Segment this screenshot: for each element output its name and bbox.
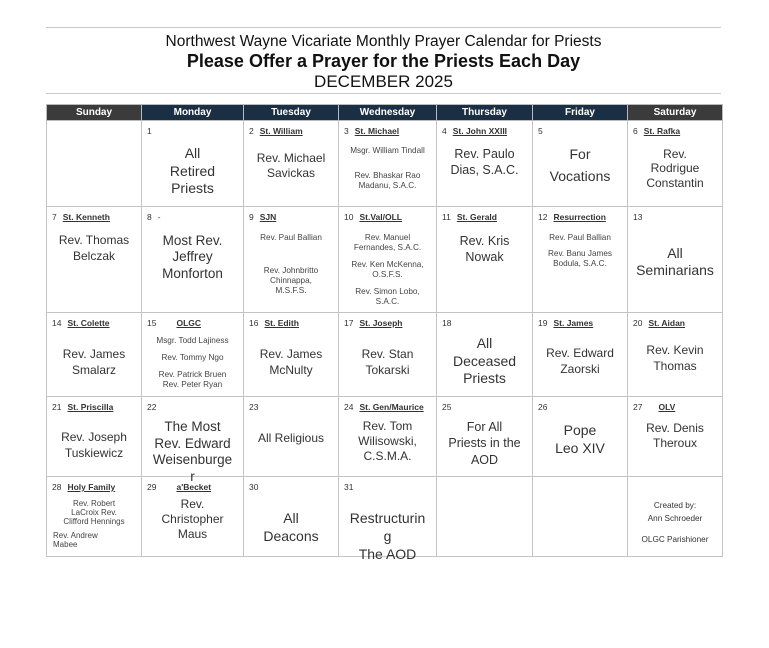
- day-cell-dec-9: [244, 207, 339, 313]
- priest-name: Msgr. William Tindall: [350, 146, 425, 155]
- day-number: 9: [249, 212, 254, 222]
- day-number: 26: [538, 402, 548, 412]
- priest-name: Rev. Rodrigue Constantin: [646, 147, 704, 190]
- priest-name: Msgr. Todd Lajiness: [156, 336, 229, 345]
- day-number: 17: [344, 318, 354, 328]
- priest-name: Rev. Joseph Tuskiewicz: [61, 430, 127, 460]
- day-cell-dec-1: [142, 121, 244, 207]
- priest-name: Rev. Kevin Thomas: [646, 343, 704, 373]
- weekday-tuesday: Tuesday: [244, 105, 339, 121]
- priest-name: Rev. Tom Wilisowski, C.S.M.A.: [358, 419, 417, 463]
- day-number: 1: [147, 126, 152, 136]
- day-cell-dec-14: [47, 313, 142, 397]
- day-cell-empty: [437, 477, 533, 557]
- day-cell-dec-25: [437, 397, 533, 477]
- day-cell-dec-7: [47, 207, 142, 313]
- day-number: 7: [52, 212, 57, 222]
- credit-author: Ann Schroeder: [647, 514, 703, 523]
- day-cell-dec-4: [437, 121, 533, 207]
- priest-name: Rev. Robert LaCroix Rev. Clifford Hennings: [63, 499, 125, 527]
- parish-name: St. Aidan: [648, 318, 685, 328]
- day-number: 31: [344, 482, 354, 492]
- day-number: 24: [344, 402, 354, 412]
- day-cell-dec-17: [339, 313, 437, 397]
- day-number: 19: [538, 318, 548, 328]
- day-cell-dec-13: [628, 207, 723, 313]
- day-number: 2: [249, 126, 254, 136]
- day-cell-dec-2: [244, 121, 339, 207]
- day-cell-dec-19: [533, 313, 628, 397]
- week-row: [47, 397, 723, 477]
- day-number: 25: [442, 402, 452, 412]
- day-cell-dec-5: [533, 121, 628, 207]
- day-number: 5: [538, 126, 543, 136]
- day-cell-dec-27: [628, 397, 723, 477]
- prayer-intention: All Retired Priests: [169, 145, 216, 196]
- week-row: [47, 313, 723, 397]
- day-number: 29: [147, 482, 157, 492]
- weekday-saturday: Saturday: [628, 105, 723, 121]
- day-number: 16: [249, 318, 259, 328]
- day-cell-dec-8: [142, 207, 244, 313]
- day-cell-dec-18: [437, 313, 533, 397]
- day-number: 4: [442, 126, 447, 136]
- parish-name: St. Gen/Maurice: [359, 402, 424, 412]
- day-number: 10: [344, 212, 354, 222]
- prayer-intention: All Deceased Priests: [452, 335, 517, 386]
- prayer-intention: Pope Leo XIV: [555, 422, 605, 457]
- parish-name: St. Colette: [67, 318, 110, 328]
- parish-name: Holy Family: [67, 482, 116, 492]
- day-cell-dec-6: [628, 121, 723, 207]
- day-number: 23: [249, 402, 259, 412]
- weekday-monday: Monday: [142, 105, 244, 121]
- day-number: 27: [633, 402, 643, 412]
- day-cell-dec-21: [47, 397, 142, 477]
- prayer-intention: Restructurin g The AOD: [349, 510, 426, 563]
- day-cell-dec-12: [533, 207, 628, 313]
- parish-name: SJN: [259, 212, 277, 222]
- prayer-intention: All Deacons: [263, 510, 319, 545]
- parish-name: a'Becket: [176, 482, 212, 492]
- priest-name: Rev. Thomas Belczak: [58, 233, 130, 263]
- priest-name: Rev. Simon Lobo, S.A.C.: [355, 287, 420, 306]
- priest-name: Rev. Edward Zaorski: [546, 346, 614, 376]
- day-number: 20: [633, 318, 643, 328]
- parish-name: St. William: [259, 126, 303, 136]
- priest-name: Rev. Paul Ballian: [549, 233, 611, 242]
- priest-name: Rev. Christopher Maus: [161, 497, 224, 541]
- parish-name: St. Kenneth: [62, 212, 110, 222]
- parish-name: OLGC: [176, 318, 202, 328]
- parish-name: St. James: [553, 318, 594, 328]
- day-number: 13: [633, 212, 643, 222]
- day-cell-dec-3: [339, 121, 437, 207]
- parish-name: OLV: [658, 402, 676, 412]
- priest-name: Rev. Paulo Dias, S.A.C.: [450, 147, 519, 177]
- top-rule: [46, 27, 721, 28]
- parish-name: St.Val/OLL: [359, 212, 402, 222]
- priest-name: The Most Rev. Edward Weisenburge r: [152, 419, 233, 485]
- day-number: 28: [52, 482, 62, 492]
- credit-created-by: Created by:: [653, 501, 697, 510]
- parish-name: St. Joseph: [359, 318, 403, 328]
- prayer-intention: All Seminarians: [636, 245, 714, 279]
- day-cell-dec-30: [244, 477, 339, 557]
- calendar-title: Northwest Wayne Vicariate Monthly Prayer Calendar for Priests: [165, 33, 602, 50]
- day-number: 22: [147, 402, 157, 412]
- title-rule: [46, 93, 721, 94]
- day-number: 8: [147, 212, 152, 222]
- parish-name: St. Edith: [264, 318, 299, 328]
- priest-name: Rev. James Smalarz: [62, 347, 126, 377]
- day-cell-dec-28: [47, 477, 142, 557]
- calendar-month: DECEMBER 2025: [314, 72, 453, 91]
- parish-name: St. Michael: [354, 126, 400, 136]
- day-number: 18: [442, 318, 452, 328]
- day-cell-dec-11: [437, 207, 533, 313]
- day-number: 15: [147, 318, 157, 328]
- day-cell-dec-29: [142, 477, 244, 557]
- priest-name: Rev. Johnbritto Chinnappa, M.S.F.S.: [263, 266, 319, 295]
- priest-name: Rev. Tommy Ngo: [161, 353, 224, 362]
- credit-affiliation: OLGC Parishioner: [641, 535, 709, 544]
- priest-name: Rev. Banu James Bodula, S.A.C.: [547, 249, 612, 268]
- week-row: [47, 477, 723, 557]
- parish-name: St. Gerald: [456, 212, 497, 222]
- day-cell-dec-23: [244, 397, 339, 477]
- day-cell-empty: [47, 121, 142, 207]
- day-number: 21: [52, 402, 62, 412]
- calendar-grid: [46, 104, 723, 563]
- priest-name: Rev. Paul Ballian: [260, 233, 322, 242]
- priest-name: Rev. Bhaskar Rao Madanu, S.A.C.: [354, 171, 421, 190]
- priest-name: Rev. Ken McKenna, O.S.F.S.: [351, 260, 424, 279]
- day-number: 14: [52, 318, 62, 328]
- parish-name: St. Priscilla: [67, 402, 114, 412]
- day-number: 12: [538, 212, 548, 222]
- day-cell-dec-16: [244, 313, 339, 397]
- day-cell-empty: [533, 477, 628, 557]
- day-cell-dec-24: [339, 397, 437, 477]
- weekday-sunday: Sunday: [47, 105, 142, 121]
- priest-name: Rev. Kris Nowak: [459, 234, 510, 265]
- day-cell-dec-20: [628, 313, 723, 397]
- priest-name: Rev. Michael Savickas: [256, 151, 326, 180]
- priest-name: Rev. Manuel Fernandes, S.A.C.: [353, 233, 422, 252]
- small-mark: -: [157, 212, 161, 222]
- day-cell-dec-15: [142, 313, 244, 397]
- week-row: [47, 121, 723, 207]
- day-cell-dec-10: [339, 207, 437, 313]
- weekday-header-row: [47, 105, 723, 121]
- prayer-intention: For Vocations: [549, 146, 611, 185]
- day-cell-dec-22: [142, 397, 244, 485]
- priest-name: Most Rev. Jeffrey Monforton: [162, 233, 223, 281]
- credit-cell: [628, 477, 723, 557]
- parish-name: St. John XXIII: [452, 126, 508, 136]
- calendar-subtitle: Please Offer a Prayer for the Priests Each Day: [186, 51, 581, 71]
- priest-name: Rev. Stan Tokarski: [361, 347, 414, 377]
- parish-name: St. Rafka: [643, 126, 681, 136]
- prayer-intention: For All Priests in the AOD: [448, 420, 521, 467]
- day-cell-dec-26: [533, 397, 628, 477]
- day-cell-dec-31: [339, 477, 437, 563]
- parish-name: Resurrection: [553, 212, 606, 222]
- week-row: [47, 207, 723, 313]
- day-number: 30: [249, 482, 259, 492]
- priest-name: Rev. James McNulty: [259, 347, 323, 377]
- prayer-intention: All Religious: [257, 431, 325, 445]
- day-number: 6: [633, 126, 638, 136]
- weekday-thursday: Thursday: [437, 105, 533, 121]
- weekday-friday: Friday: [533, 105, 628, 121]
- priest-name: Rev. Andrew Mabee: [53, 531, 98, 550]
- day-number: 11: [442, 212, 451, 222]
- priest-name: Rev. Denis Theroux: [646, 421, 704, 450]
- priest-name: Rev. Patrick Bruen Rev. Peter Ryan: [158, 370, 227, 389]
- day-number: 3: [344, 126, 349, 136]
- weekday-wednesday: Wednesday: [339, 105, 437, 121]
